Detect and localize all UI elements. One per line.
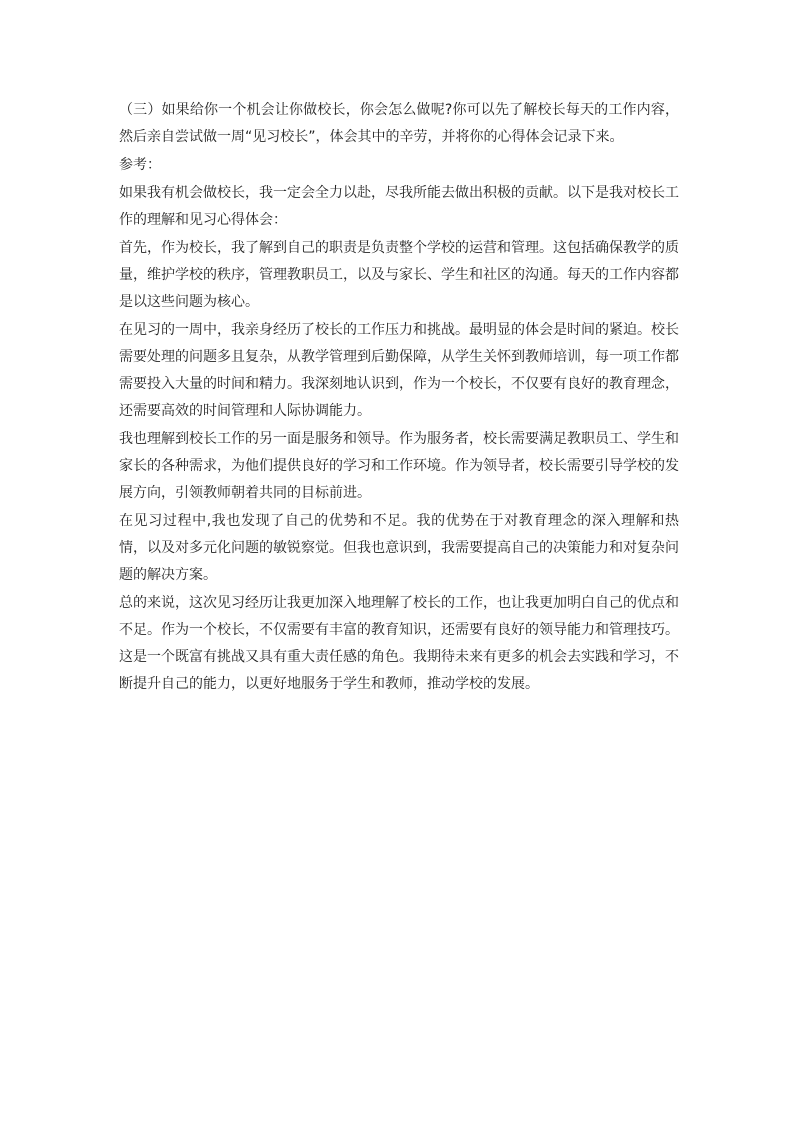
body-paragraph-responsibilities: 首先，作为校长，我了解到自己的职责是负责整个学校的运营和管理。这包括确保教学的质量，维护学校的秩序，管理教职员工，以及与家长、学生和社区的沟通。每天的工作内容都是以这些问题为核心。 — [119, 240, 679, 310]
question-paragraph: （三）如果给你一个机会让你做校长，你会怎么做呢?你可以先了解校长每天的工作内容，然后亲自尝试做一周“见习校长”，体会其中的辛劳，并将你的心得体会记录下来。 — [119, 102, 679, 145]
reference-label: 参考： — [119, 157, 161, 173]
body-paragraph-service-leadership: 我也理解到校长工作的另一面是服务和领导。作为服务者，校长需要满足教职员工、学生和家长的各种需求，为他们提供良好的学习和工作环境。作为领导者，校长需要引导学校的发展方向，引领教师朝着共同的目标前进。 — [119, 431, 679, 501]
conclusion-paragraph: 总的来说，这次见习经历让我更加深入地理解了校长的工作，也让我更加明白自己的优点和不足。作为一个校长，不仅需要有丰富的教育知识，还需要有良好的领导能力和管理技巧。这是一个既富有挑战又具有重大责任感的角色。我期待未来有更多的机会去实践和学习，不断提升自己的能力，以更好地服务于学生和教师，推动学校的发展。 — [119, 595, 679, 692]
body-paragraph-strengths-weaknesses: 在见习过程中,我也发现了自己的优势和不足。我的优势在于对教育理念的深入理解和热情，以及对多元化问题的敏锐察觉。但我也意识到，我需要提高自己的决策能力和对复杂问题的解决方案。 — [119, 513, 679, 583]
body-paragraph-pressure: 在见习的一周中，我亲身经历了校长的工作压力和挑战。最明显的体会是时间的紧迫。校长需要处理的问题多且复杂，从教学管理到后勤保障，从学生关怀到教师培训，每一项工作都需要投入大量的时间和精力。我深刻地认识到，作为一个校长，不仅要有良好的教育理念，还需要高效的时间管理和人际协调能力。 — [119, 322, 679, 419]
document-body — [119, 97, 679, 698]
intro-paragraph: 如果我有机会做校长，我一定会全力以赴，尽我所能去做出积极的贡献。以下是我对校长工作的理解和见习心得体会： — [119, 185, 679, 228]
